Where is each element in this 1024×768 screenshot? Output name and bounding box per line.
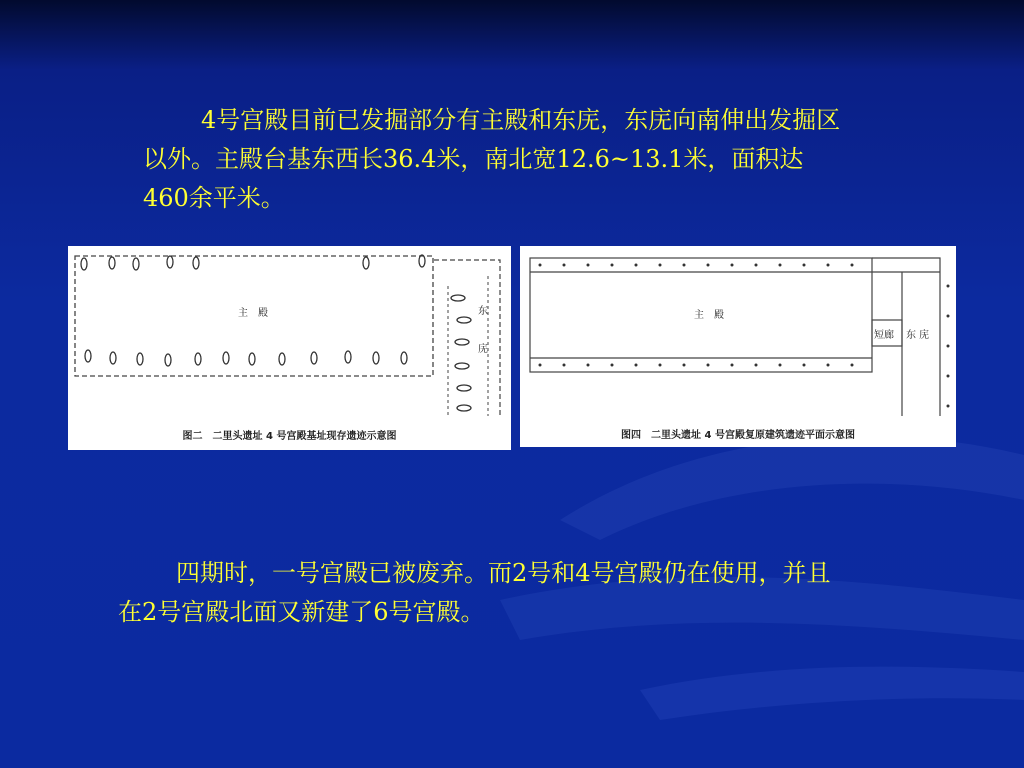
phase-four-paragraph: 四期时，一号宫殿已被废弃。而2号和4号宫殿仍在使用，并且在2号宫殿北面又新建了6号宫殿。 bbox=[118, 559, 831, 626]
short-corridor-label: 短廊 bbox=[874, 330, 894, 341]
figure-2-caption: 图四 二里头遗址 4 号宫殿复原建筑遗迹平面示意图 bbox=[621, 430, 855, 441]
east-wing-label-bottom: 庑 bbox=[478, 344, 488, 355]
main-hall-label: 主 殿 bbox=[694, 310, 724, 321]
excavated-plan-drawing bbox=[68, 246, 511, 450]
main-hall-label: 主 殿 bbox=[238, 308, 268, 319]
intro-paragraph: 4号宫殿目前已发掘部分有主殿和东庑，东庑向南伸出发掘区以外。主殿台基东西长36.4米，南北宽12.6~13.1米，面积达460余平米。 bbox=[143, 106, 841, 212]
figure-1-caption: 图二 二里头遗址 4 号宫殿基址现存遗迹示意图 bbox=[182, 431, 397, 442]
east-wing-label-top: 东 bbox=[478, 306, 488, 317]
figure-reconstructed-plan bbox=[520, 246, 956, 447]
figure-excavated-remains bbox=[68, 246, 511, 450]
reconstruction-plan-drawing bbox=[520, 246, 956, 447]
east-wing-label: 东 庑 bbox=[906, 330, 930, 341]
